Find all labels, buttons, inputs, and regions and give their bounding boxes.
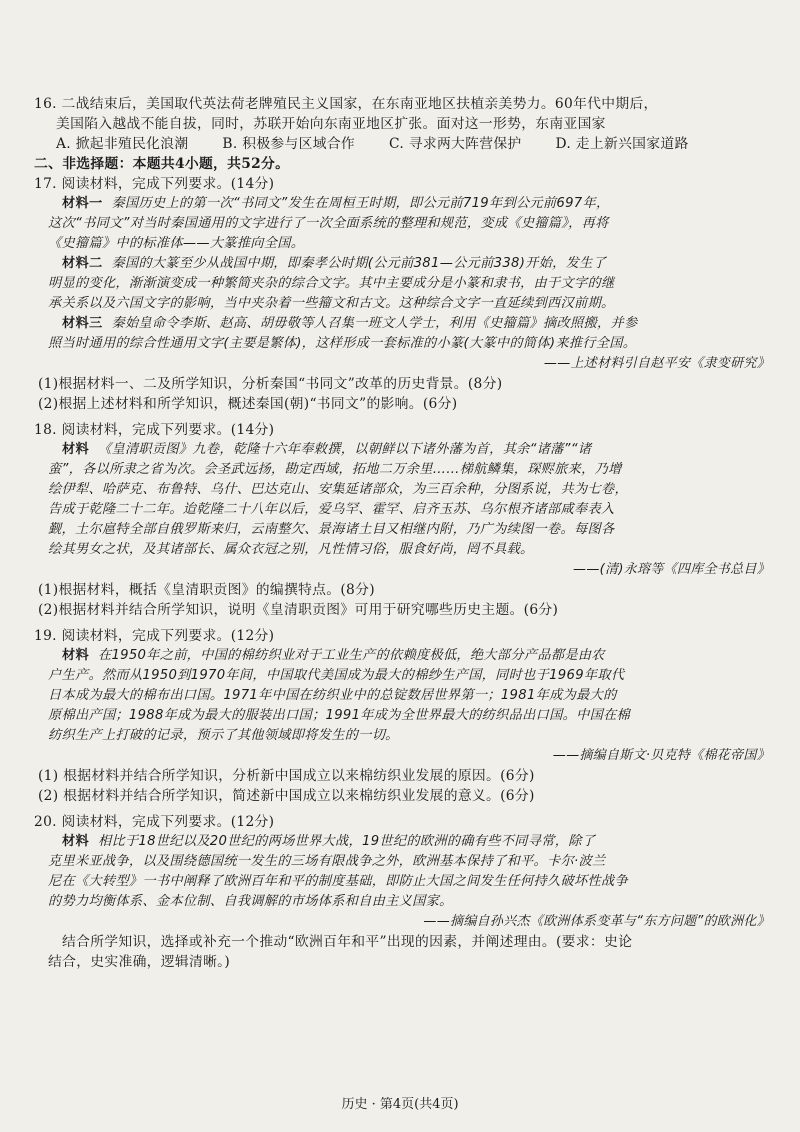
- q17-material-2-line-1: 材料二 秦国的大篆至少从战国中期，即秦孝公时期(公元前381—公元前338)开始，发生了: [62, 256, 607, 271]
- q16-option-c: C. 寻求两大阵营保护: [389, 136, 522, 152]
- q16-option-a: A. 掀起非殖民化浪潮: [56, 136, 189, 152]
- exam-page: [34, 94, 770, 972]
- q17-material-1-line-3: 《史籀篇》中的标准体——大篆推向全国。: [48, 236, 305, 251]
- q19-material-line-4: 原棉出产国；1988年成为最大的服装出口国；1991年成为全世界最大的纺织品出口国。中国在棉: [48, 708, 631, 723]
- q16-stem-line-1: 16. 二战结束后，美国取代英法荷老牌殖民主义国家，在东南亚地区扶植亲美势力。60年代中期后，: [34, 96, 658, 112]
- q18-task-2: (2)根据材料并结合所学知识，说明《皇清职贡图》可用于研究哪些历史主题。(6分): [38, 602, 559, 618]
- q16-option-d: D. 走上新兴国家道路: [555, 136, 689, 152]
- q18-material-line-5: 觐，土尔扈特全部自俄罗斯来归，云南整欠、景海诸土目又相继内附，乃广为续图一卷。每图各: [48, 522, 615, 537]
- q20-task-line-1: 结合所学知识，选择或补充一个推动“欧洲百年和平”出现的因素，并阐述理由。(要求：史论: [62, 934, 633, 950]
- q20-material-line-2: 克里米亚战争，以及围绕德国统一发生的三场有限战争之外，欧洲基本保持了和平。卡尔·波兰: [48, 854, 606, 869]
- q20-material-line-3: 尼在《大转型》一书中阐释了欧洲百年和平的制度基础，即防止大国之间发生任何持久破坏性战争: [48, 874, 628, 889]
- q17-material-1-line-1: 材料一 秦国历史上的第一次“书同文”发生在周桓王时期，即公元前719年到公元前697年，: [62, 196, 610, 211]
- q20-heading: 20. 阅读材料，完成下列要求。(12分): [34, 814, 275, 830]
- q17-task-1: (1)根据材料一、二及所学知识，分析秦国“书同文”改革的历史背景。(8分): [38, 376, 503, 392]
- q17-material-3-line-2: 照当时通用的综合性通用文字(主要是繁体)，这样形成一套标准的小篆(大篆中的简体)来推行全国。: [48, 336, 637, 351]
- q19-material-line-1: 材料 在1950年之前，中国的棉纺织业对于工业生产的依赖度极低，绝大部分产品都是由农: [62, 648, 605, 663]
- q17-heading: 17. 阅读材料，完成下列要求。(14分): [34, 176, 275, 192]
- q20-task-line-2: 结合，史实准确，逻辑清晰。): [48, 954, 231, 970]
- q18-material-line-1: 材料 《皇清职贡图》九卷，乾隆十六年奉敕撰，以朝鲜以下诸外藩为首，其余“诸藩”“诸: [62, 442, 592, 457]
- q18-source: ——(清)永瑢等《四库全书总目》: [573, 562, 770, 577]
- q18-material-line-3: 绘伊犁、哈萨克、布鲁特、乌什、巴达克山、安集延诸部众，为三百余种，分图系说，共为七卷，: [48, 482, 628, 497]
- q17-material-3-line-1: 材料三 秦始皇命令李斯、赵高、胡毋敬等人召集一班文人学士，利用《史籀篇》摘改照搬，并参: [62, 316, 638, 331]
- q18-material-line-6: 绘其男女之状，及其诸部长、属众衣冠之别，凡性情习俗，服食好尚，罔不具载。: [48, 542, 534, 557]
- q16-options: [34, 134, 770, 154]
- q17-material-2-label: 材料二: [62, 256, 103, 271]
- q19-material-line-3: 日本成为最大的棉布出口国。1971年中国在纺织业中的总锭数居世界第一；1981年成为最大的: [48, 688, 617, 703]
- q18-task-1: (1)根据材料，概括《皇清职贡图》的编撰特点。(8分): [38, 582, 375, 598]
- q19-heading: 19. 阅读材料，完成下列要求。(12分): [34, 628, 275, 644]
- q19-source: ——摘编自斯文·贝克特《棉花帝国》: [552, 748, 770, 763]
- q17-material-1-label: 材料一: [62, 196, 103, 211]
- q20-source: ——摘编自孙兴杰《欧洲体系变革与“东方问题”的欧洲化》: [423, 914, 770, 929]
- q20-material-label: 材料: [62, 834, 89, 849]
- q19-material-line-5: 纺织生产上打破的记录，预示了其他领域即将发生的一切。: [48, 728, 399, 743]
- q16-stem-line-2: 美国陷入越战不能自拔，同时，苏联开始向东南亚地区扩张。面对这一形势，东南亚国家: [56, 116, 606, 132]
- q18-material-line-2: 蛮”，各以所隶之省为次。会圣武远扬，勘定西域，拓地二万余里……梯航鳞集，琛赆旅来，乃增: [48, 462, 622, 477]
- q19-task-2: (2) 根据材料并结合所学知识，简述新中国成立以来棉纺织业发展的意义。(6分): [38, 788, 535, 804]
- q16-option-b: B. 积极参与区域合作: [222, 136, 356, 152]
- q17-material-3-label: 材料三: [62, 316, 103, 331]
- q18-material-label: 材料: [62, 442, 89, 457]
- q18-heading: 18. 阅读材料，完成下列要求。(14分): [34, 422, 275, 438]
- q17-material-2-line-2: 明显的变化，渐渐演变成一种繁简夹杂的综合文字。其中主要成分是小篆和隶书，由于文字的继: [48, 276, 615, 291]
- q19-task-1: (1) 根据材料并结合所学知识，分析新中国成立以来棉纺织业发展的原因。(6分): [38, 768, 535, 784]
- q20-material-line-4: 的势力均衡体系、金本位制、自我调解的市场体系和自由主义国家。: [48, 894, 453, 909]
- q19-material-label: 材料: [62, 648, 89, 663]
- q17-task-2: (2)根据上述材料和所学知识，概述秦国(朝)“书同文”的影响。(6分): [38, 396, 458, 412]
- page-footer: 历史 · 第4页(共4页): [341, 1097, 459, 1112]
- q20-material-line-1: 材料 相比于18世纪以及20世纪的两场世界大战，19世纪的欧洲的确有些不同寻常，除了: [62, 834, 596, 849]
- q19-material-line-2: 户生产。然而从1950到1970年间，中国取代美国成为最大的棉纱生产国，同时也于1969年取代: [48, 668, 625, 683]
- q17-source: ——上述材料引自赵平安《隶变研究》: [543, 356, 770, 371]
- section-heading: 二、非选择题：本题共4小题，共52分。: [34, 156, 290, 172]
- q17-material-2-line-3: 承关系以及六国文字的影响，当中夹杂着一些籀文和古文。这种综合文字一直延续到西汉前期。: [48, 296, 615, 311]
- q17-material-1-line-2: 这次“书同文”对当时秦国通用的文字进行了一次全面系统的整理和规范，变成《史籀篇》，再将: [48, 216, 609, 231]
- q18-material-line-4: 告成于乾隆二十二年。迨乾隆二十八年以后，爱乌罕、霍罕、启齐玉苏、乌尔根齐诸部咸奉表入: [48, 502, 615, 517]
